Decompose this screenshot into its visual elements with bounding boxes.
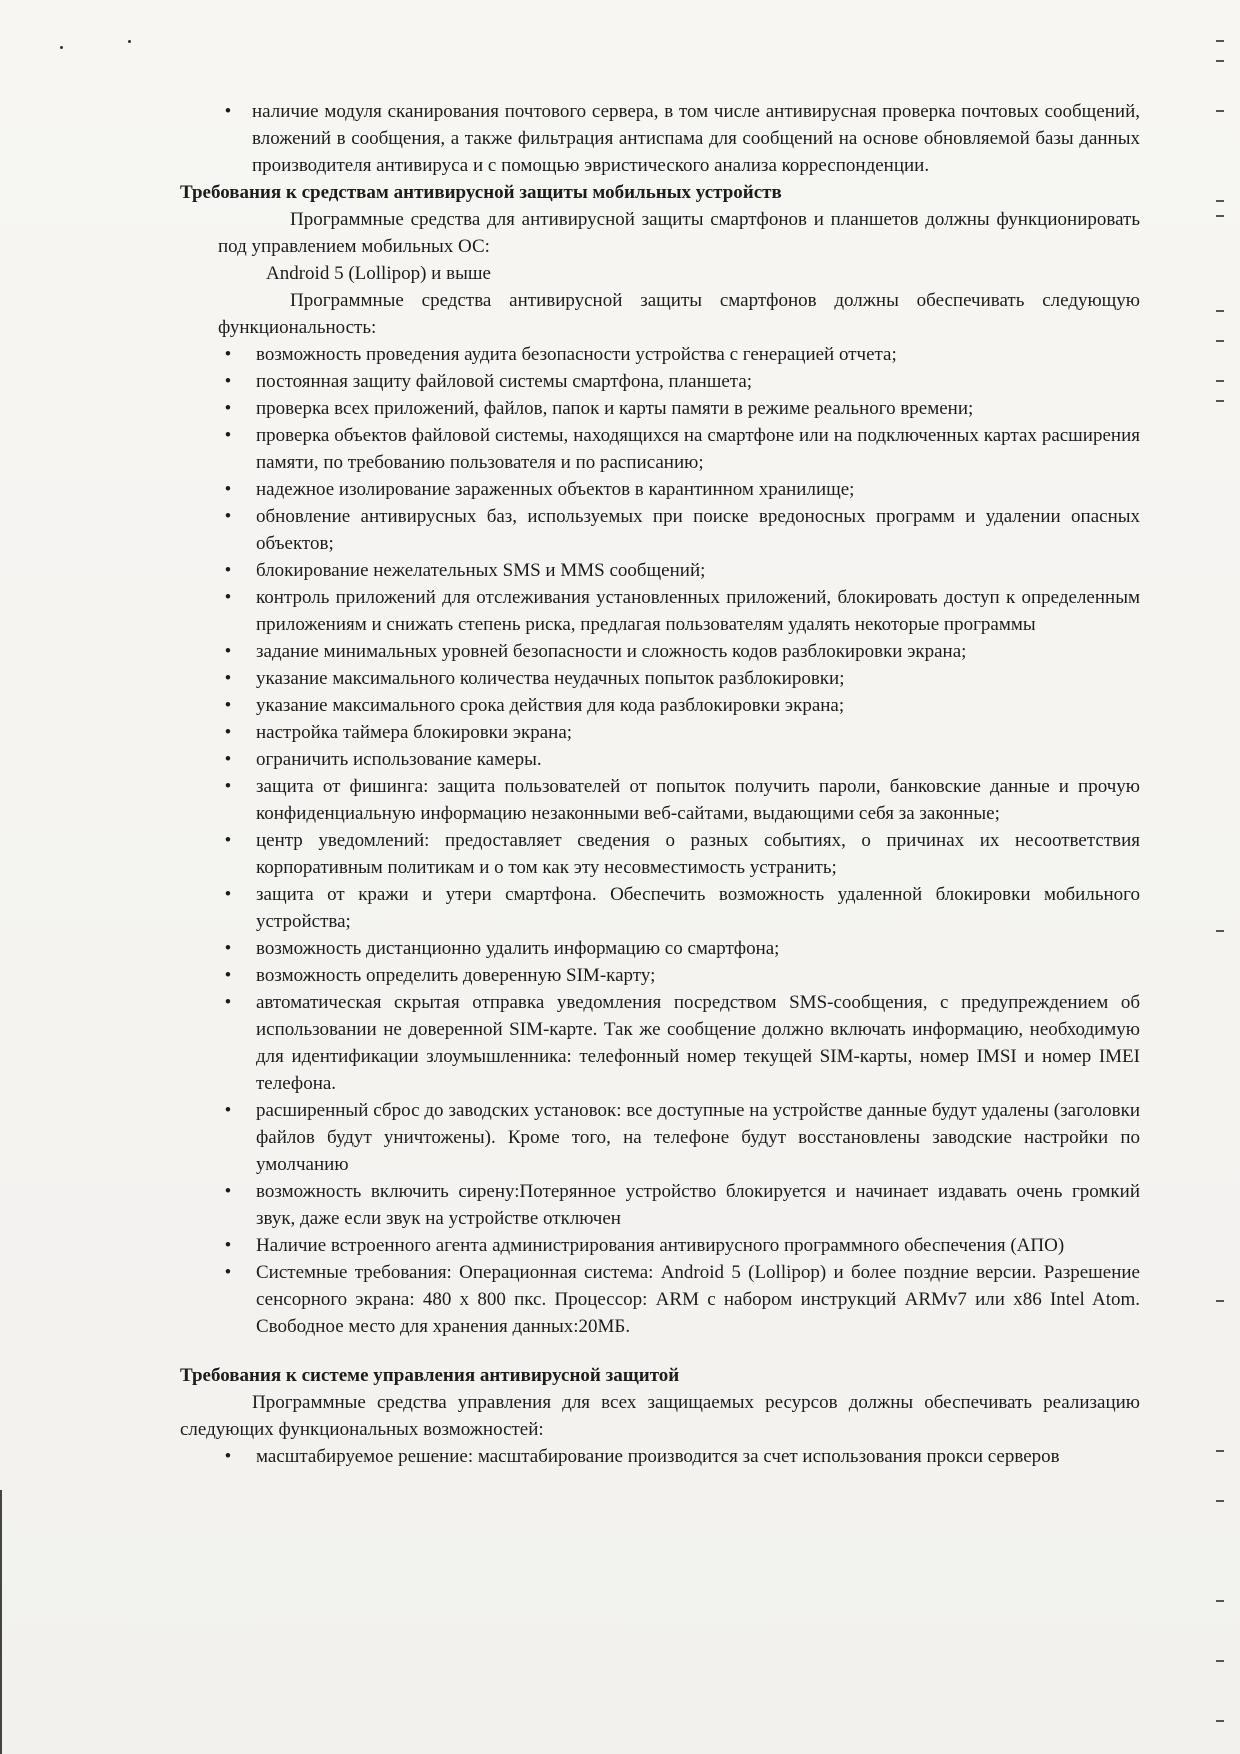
list-item [180, 503, 1140, 557]
list-item-text: автоматическая скрытая отправка уведомления посредством SMS-сообщения, с предупреждением об использовании не доверенной SIM-карте. Так же сообщение должно включать информацию, необходимую для идентификации злоумышленника: телефонный номер текущей SIM-карты, номер IMSI и номер IMEI телефона. [256, 992, 1140, 1094]
paragraph-management-intro: Программные средства управления для всех защищаемых ресурсов должны обеспечивать реализацию следующих функциональных возможностей: [180, 1392, 1140, 1440]
list-item [180, 476, 1140, 503]
list-item [180, 422, 1140, 476]
list-item-text: ограничить использование камеры. [256, 749, 542, 770]
bullet-icon: • [224, 641, 232, 662]
list-item [180, 1232, 1140, 1259]
bullet-icon: • [224, 938, 232, 959]
list-item [180, 368, 1140, 395]
list-item-text: возможность определить доверенную SIM-карту; [256, 965, 656, 986]
list-item-text: проверка объектов файловой системы, находящихся на смартфоне или на подключенных картах расширения памяти, по требованию пользователя и по расписанию; [256, 425, 1140, 473]
list-item [180, 962, 1140, 989]
bullet-icon: • [224, 1181, 232, 1202]
bullet-icon: • [224, 722, 232, 743]
bullet-icon: • [224, 884, 232, 905]
section-heading-mobile: Требования к средствам антивирусной защиты мобильных устройств [180, 182, 782, 203]
list-item-text: задание минимальных уровней безопасности и сложность кодов разблокировки экрана; [256, 641, 967, 662]
list-item-text: блокирование нежелательных SMS и MMS сообщений; [256, 560, 706, 581]
bullet-icon: • [224, 1262, 232, 1283]
list-item [180, 692, 1140, 719]
bullet-list-management [180, 1443, 1140, 1470]
list-item [180, 773, 1140, 827]
list-item [180, 881, 1140, 935]
scan-edge-line [0, 1490, 2, 1754]
bullet-icon: • [224, 1100, 232, 1121]
list-item [180, 935, 1140, 962]
paragraph-intro: Программные средства для антивирусной защиты смартфонов и планшетов должны функционировать под управлением мобильных ОС: [218, 209, 1140, 257]
paragraph-func-intro: Программные средства антивирусной защиты смартфонов должны обеспечивать следующую функциональность: [218, 290, 1140, 338]
document-body [180, 98, 1140, 1470]
list-item-text: защита от кражи и утери смартфона. Обеспечить возможность удаленной блокировки мобильного устройства; [256, 884, 1140, 932]
bullet-icon: • [224, 992, 232, 1013]
scan-edge-marks [1208, 0, 1232, 1754]
list-item-text: настройка таймера блокировки экрана; [256, 722, 573, 743]
list-item [180, 557, 1140, 584]
list-item [180, 98, 1140, 179]
list-item [180, 395, 1140, 422]
list-item-text: возможность проведения аудита безопасности устройства с генерацией отчета; [256, 344, 897, 365]
list-item-text: постоянная защиту файловой системы смартфона, планшета; [256, 371, 753, 392]
bullet-icon: • [224, 749, 232, 770]
scan-speck [128, 40, 131, 43]
bullet-icon: • [224, 560, 232, 581]
list-item-text: надежное изолирование зараженных объектов в карантинном хранилище; [256, 479, 855, 500]
list-item [180, 989, 1140, 1097]
bullet-icon: • [224, 479, 232, 500]
list-item-text: указание максимального количества неудачных попыток разблокировки; [256, 668, 845, 689]
list-item [180, 584, 1140, 638]
bullet-icon: • [224, 101, 232, 122]
list-item-text: проверка всех приложений, файлов, папок и карты памяти в режиме реального времени; [256, 398, 974, 419]
list-item-text: расширенный сброс до заводских установок: все доступные на устройстве данные будут удалены (заголовки файлов будут уничтожены). Кроме того, на телефоне будут восстановлены заводские настройки по умолчанию [256, 1100, 1140, 1175]
list-item-text: обновление антивирусных баз, используемых при поиске вредоносных программ и удалении опасных объектов; [256, 506, 1140, 554]
list-item [180, 638, 1140, 665]
bullet-icon: • [224, 1235, 232, 1256]
list-item-text: контроль приложений для отслеживания установленных приложений, блокировать доступ к определенным приложениям и снижать степень риска, предлагая пользователям удалять некоторые программы [256, 587, 1140, 635]
bullet-icon: • [224, 668, 232, 689]
bullet-icon: • [224, 398, 232, 419]
list-item [180, 1097, 1140, 1178]
list-item-text: защита от фишинга: защита пользователей от попыток получить пароли, банковские данные и прочую конфиденциальную информацию незаконными веб-сайтами, выдающими себя за законные; [256, 776, 1140, 824]
bullet-icon: • [224, 371, 232, 392]
list-item-text: возможность включить сирену:Потерянное устройство блокируется и начинает издавать очень громкий звук, даже если звук на устройстве отключен [256, 1181, 1140, 1229]
bullet-icon: • [224, 506, 232, 527]
list-item-text: масштабируемое решение: масштабирование производится за счет использования прокси серверов [256, 1446, 1060, 1467]
scan-speck [60, 46, 63, 49]
list-item-text: Системные требования: Операционная система: Android 5 (Lollipop) и более поздние версии. Разрешение сенсорного экрана: 480 x 800 пкс. Процессор: ARM с набором инструкций ARMv7 или x86 Intel Atom. Свободное место для хранения данных:20МБ. [256, 1262, 1140, 1337]
list-item [180, 1178, 1140, 1232]
list-item [180, 1443, 1140, 1470]
bullet-icon: • [224, 776, 232, 797]
list-item [180, 665, 1140, 692]
list-item-text: Наличие встроенного агента администрирования антивирусного программного обеспечения (АПО) [256, 1235, 1065, 1256]
bullet-icon: • [224, 1446, 232, 1467]
list-item-text: центр уведомлений: предоставляет сведения о разных событиях, о причинах их несоответствия корпоративным политикам и о том как эту несовместимость устранить; [256, 830, 1140, 878]
bullet-icon: • [224, 830, 232, 851]
list-item [180, 719, 1140, 746]
bullet-icon: • [224, 965, 232, 986]
list-item [180, 746, 1140, 773]
paragraph-os-line: Android 5 (Lollipop) и выше [266, 263, 491, 284]
list-item-text: указание максимального срока действия для кода разблокировки экрана; [256, 695, 845, 716]
bullet-icon: • [224, 587, 232, 608]
section-heading-management: Требования к системе управления антивирусной защитой [180, 1365, 680, 1386]
list-item [180, 1259, 1140, 1340]
section-spacer [180, 1340, 1140, 1362]
bullet-icon: • [224, 425, 232, 446]
bullet-list-mobile [180, 341, 1140, 1340]
bullet-icon: • [224, 344, 232, 365]
list-item [180, 341, 1140, 368]
list-item [180, 827, 1140, 881]
list-item-text: наличие модуля сканирования почтового сервера, в том числе антивирусная проверка почтовых сообщений, вложений в сообщения, а также фильтрация антиспама для сообщений на основе обновляемой базы данных производителя антивируса и с помощью эвристического анализа корреспонденции. [252, 101, 1140, 176]
list-item-text: возможность дистанционно удалить информацию со смартфона; [256, 938, 780, 959]
bullet-icon: • [224, 695, 232, 716]
